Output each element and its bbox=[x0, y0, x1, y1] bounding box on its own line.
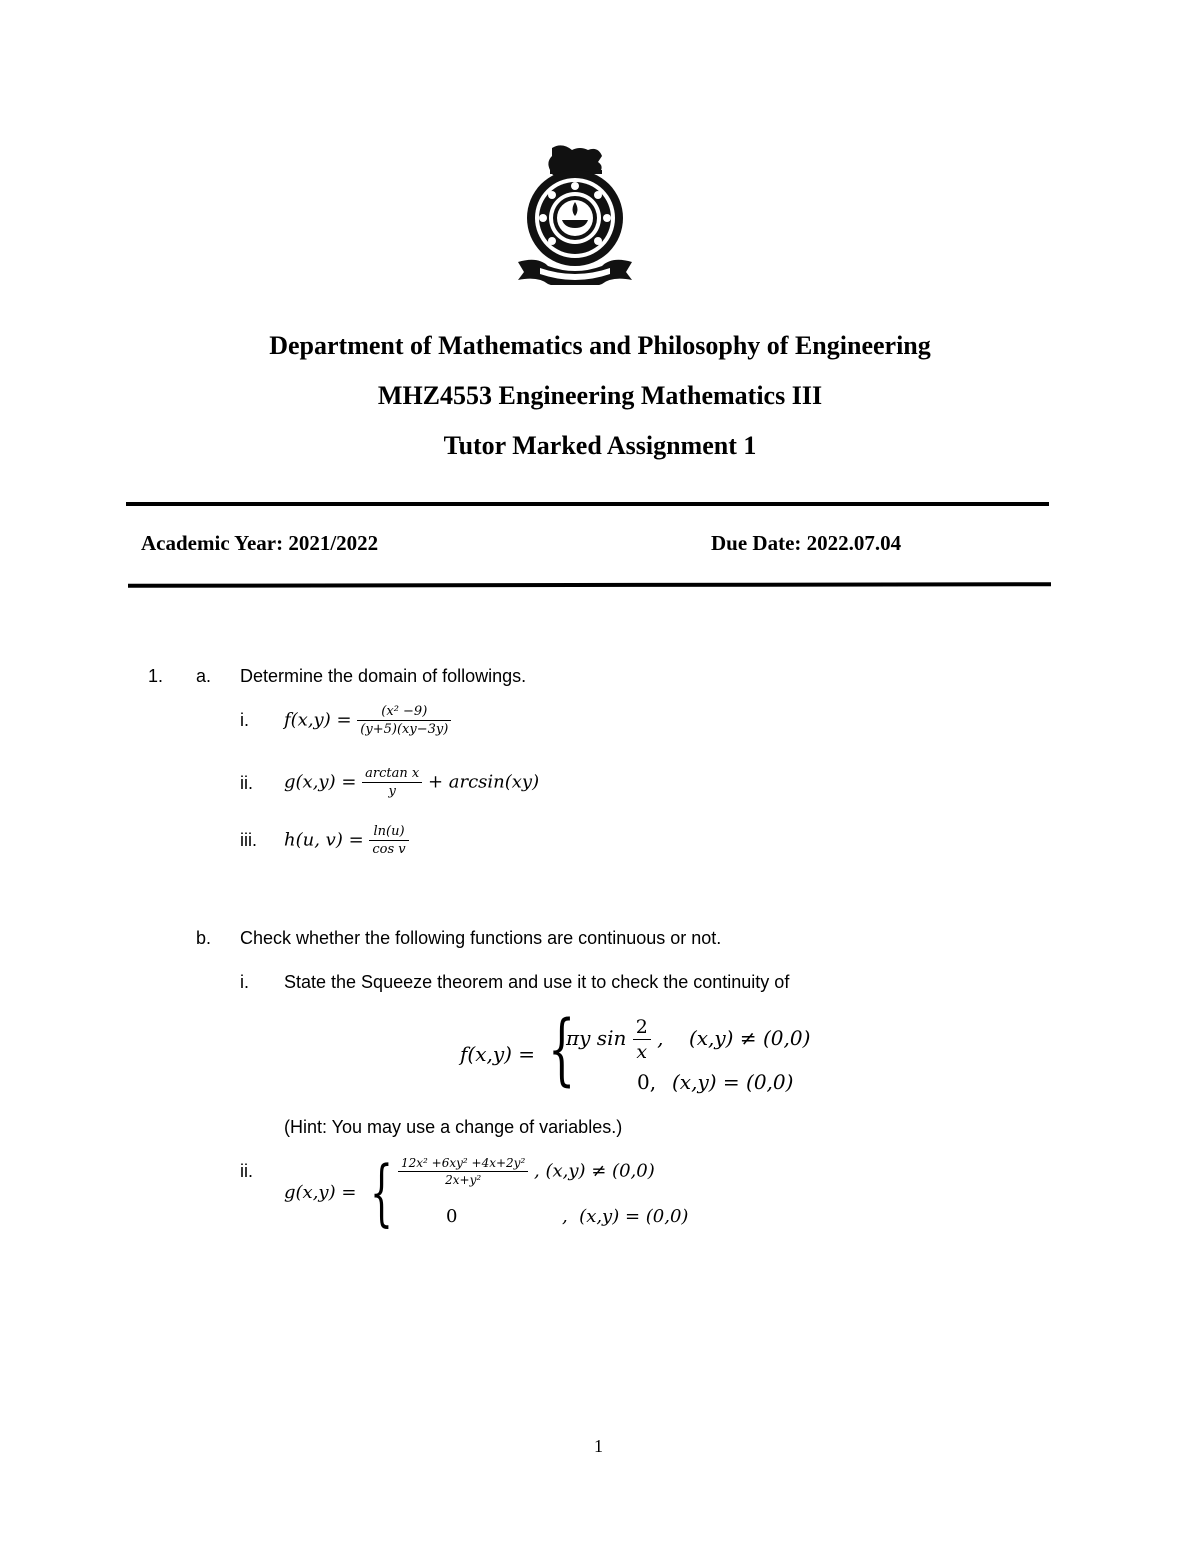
item-b-ii-case1 bbox=[398, 1156, 655, 1187]
item-b-ii-case1-cond: , (x,y) ≠ (0,0) bbox=[534, 1160, 655, 1182]
item-b-i-brace: { bbox=[548, 1005, 576, 1095]
page-number: 1 bbox=[594, 1436, 603, 1456]
part-a-label: a. bbox=[196, 666, 212, 686]
item-a-i-lhs: f(x,y) = bbox=[284, 709, 352, 731]
top-rule bbox=[126, 502, 1049, 506]
part-b-prompt: Check whether the following functions are continuous or not. bbox=[240, 928, 722, 948]
assignment-title: Tutor Marked Assignment 1 bbox=[443, 431, 757, 460]
item-b-i-case1-denominator: x bbox=[636, 1041, 648, 1063]
item-a-ii-rest: + arcsin(xy) bbox=[427, 771, 540, 793]
item-b-i-case1-numerator: 2 bbox=[633, 1016, 651, 1040]
part-a-prompt: Determine the domain of followings. bbox=[240, 666, 527, 686]
item-b-ii-case2-expr: 0 bbox=[446, 1206, 458, 1227]
part-b-label: b. bbox=[196, 928, 212, 948]
item-a-iii-lhs: h(u, v) = bbox=[284, 829, 364, 851]
item-a-ii-formula bbox=[284, 766, 539, 799]
item-b-ii-case1-numerator: 12x² +6xy² +4x+2y² bbox=[398, 1156, 528, 1172]
item-a-i-denominator: (y+5)(xy−3y) bbox=[360, 722, 449, 737]
item-b-i-case2-expr: 0, bbox=[637, 1070, 657, 1094]
item-a-i-label: i. bbox=[240, 710, 249, 730]
item-a-ii-numerator: arctan x bbox=[362, 766, 422, 783]
item-a-ii-lhs: g(x,y) = bbox=[284, 771, 357, 793]
item-a-ii-denominator: y bbox=[388, 784, 396, 799]
item-a-iii-label: iii. bbox=[240, 830, 257, 850]
item-b-i-hint: (Hint: You may use a change of variables.) bbox=[284, 1117, 623, 1137]
item-b-i-case2-cond: (x,y) = (0,0) bbox=[672, 1070, 794, 1094]
item-b-i-case1 bbox=[566, 1016, 810, 1063]
due-date: Due Date: 2022.07.04 bbox=[711, 531, 902, 555]
item-b-ii-brace: { bbox=[370, 1150, 393, 1234]
item-b-i-case1-expr: πy sin bbox=[566, 1026, 627, 1050]
item-a-iii-numerator: ln(u) bbox=[369, 824, 408, 841]
item-b-ii-case2-cond: , (x,y) = (0,0) bbox=[562, 1206, 689, 1227]
course-title: MHZ4553 Engineering Mathematics III bbox=[377, 381, 823, 410]
item-a-iii-formula bbox=[284, 824, 409, 857]
item-a-ii-label: ii. bbox=[240, 773, 253, 793]
item-b-i-text: State the Squeeze theorem and use it to check the continuity of bbox=[284, 972, 790, 992]
item-a-i-formula bbox=[284, 704, 451, 737]
item-b-ii-label: ii. bbox=[240, 1161, 253, 1181]
item-b-ii-lhs: g(x,y) = bbox=[284, 1182, 357, 1203]
item-b-i-label: i. bbox=[240, 972, 249, 992]
department-title: Department of Mathematics and Philosophy of Engineering bbox=[269, 331, 931, 360]
item-a-iii-denominator: cos v bbox=[372, 842, 406, 857]
item-b-i-lhs: f(x,y) = bbox=[460, 1042, 536, 1066]
bottom-rule bbox=[128, 582, 1051, 588]
item-b-ii-case1-denominator: 2x+y² bbox=[445, 1173, 482, 1187]
university-crest bbox=[510, 140, 640, 285]
item-b-i-case1-cond: , (x,y) ≠ (0,0) bbox=[657, 1026, 811, 1050]
item-a-i-numerator: (x² −9) bbox=[357, 704, 451, 721]
question-number: 1. bbox=[148, 666, 164, 686]
academic-year: Academic Year: 2021/2022 bbox=[141, 531, 379, 555]
